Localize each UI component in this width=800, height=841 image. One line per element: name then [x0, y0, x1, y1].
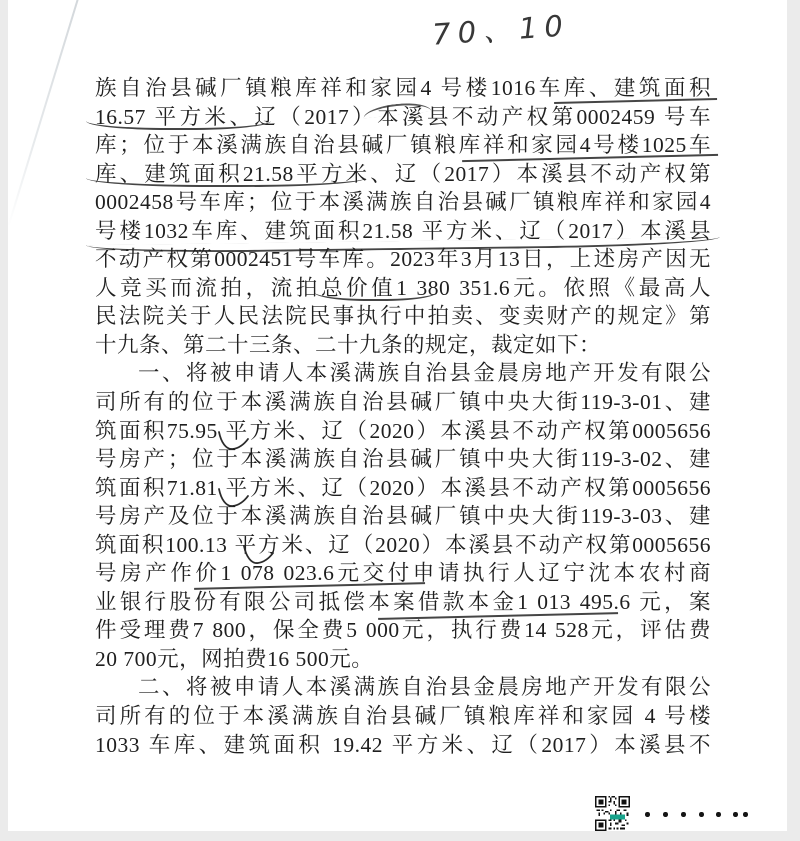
body-line-text: 件受理费7 800，保全费5 000元，执行费14 528元，评估费: [95, 618, 711, 643]
body-line: [95, 331, 711, 360]
body-line: [95, 74, 711, 103]
body-line-text: 0002458号车库；位于本溪满族自治县碱厂镇粮库祥和家园4: [95, 190, 711, 215]
body-line-text: 号楼1032车库、建筑面积21.58 平方米、辽（2017）本溪县: [95, 218, 711, 243]
body-line: [95, 531, 711, 560]
body-line-text: 族自治县碱厂镇粮库祥和家园4 号楼1016车库、建筑面积: [95, 76, 711, 100]
separator-dots: [640, 810, 760, 820]
document-page: [8, 0, 787, 831]
body-line-text: 人竞买而流拍，流拍总价值1 380 351.6元。依照《最高人: [95, 275, 711, 300]
body-line: [95, 160, 711, 189]
body-line-text: 号房产及位于本溪满族自治县碱厂镇中央大街119-3-03、建: [95, 504, 711, 529]
body-line: [95, 445, 711, 474]
dot: [733, 812, 738, 817]
handwritten-page-number: 70、10: [431, 8, 571, 52]
body-line-text: 不动产权第0002451号车库。2023年3月13日，上述房产因无: [95, 247, 711, 272]
dot: [699, 812, 704, 817]
body-line: [95, 616, 711, 645]
body-line: [95, 388, 711, 417]
dot: [681, 812, 686, 817]
document-body: [95, 74, 711, 759]
qr-code: [595, 796, 630, 831]
page-crease-line: [7, 0, 81, 227]
body-line: [95, 188, 711, 217]
body-line: [95, 645, 711, 674]
body-line: [95, 302, 711, 331]
body-line: [95, 731, 711, 760]
body-line-text: 司所有的位于本溪满族自治县碱厂镇粮库祥和家园 4 号楼: [95, 704, 711, 729]
body-line-text: 20 700元，网拍费16 500元。: [95, 646, 374, 671]
body-line: [95, 274, 711, 303]
body-line: [95, 502, 711, 531]
body-line-text: 筑面积100.13 平方米、辽（2020）本溪县不动产权第0005656: [95, 532, 711, 557]
body-line-text: 十九条、第二十三条、二十九条的规定，裁定如下：: [95, 332, 602, 357]
body-line-text: 一、将被申请人本溪满族自治县金晨房地产开发有限公: [138, 361, 711, 386]
dot: [716, 812, 721, 817]
body-line-text: 号房产；位于本溪满族自治县碱厂镇中央大街119-3-02、建: [95, 447, 711, 472]
body-line-text: 司所有的位于本溪满族自治县碱厂镇中央大街119-3-01、建: [95, 390, 711, 415]
body-line: [95, 245, 711, 274]
body-line-text: 1033 车库、建筑面积 19.42 平方米、辽（2017）本溪县不: [95, 732, 711, 757]
dot: [663, 812, 668, 817]
body-line-text: 号房产作价1 078 023.6元交付申请执行人辽宁沈本农村商: [95, 561, 711, 586]
body-line: [95, 417, 711, 446]
body-line-text: 16.57 平方米、辽（2017）本溪县不动产权第0002459 号车: [95, 104, 711, 129]
body-line-text: 库、建筑面积21.58平方米、辽（2017）本溪县不动产权第: [95, 161, 711, 186]
body-line-text: 筑面积71.81 平方米、辽（2020）本溪县不动产权第0005656: [95, 475, 711, 500]
dot: [743, 812, 748, 817]
body-line-text: 业银行股份有限公司抵偿本案借款本金1 013 495.6 元，案: [95, 589, 711, 614]
body-line: [95, 103, 711, 132]
body-line: [95, 588, 711, 617]
body-line: [95, 673, 711, 702]
body-line-text: 民法院关于人民法院民事执行中拍卖、变卖财产的规定》第: [95, 304, 711, 329]
body-line-text: 库；位于本溪满族自治县碱厂镇粮库祥和家园4号楼1025车: [95, 133, 711, 158]
body-line: [95, 217, 711, 246]
dot: [645, 812, 650, 817]
body-line-text: 筑面积75.95 平方米、辽（2020）本溪县不动产权第0005656: [95, 418, 711, 443]
body-line: [95, 131, 711, 160]
body-line: [95, 474, 711, 503]
body-line: [95, 702, 711, 731]
body-line: [95, 559, 711, 588]
body-line: [95, 359, 711, 388]
body-line-text: 二、将被申请人本溪满族自治县金晨房地产开发有限公: [138, 675, 711, 700]
